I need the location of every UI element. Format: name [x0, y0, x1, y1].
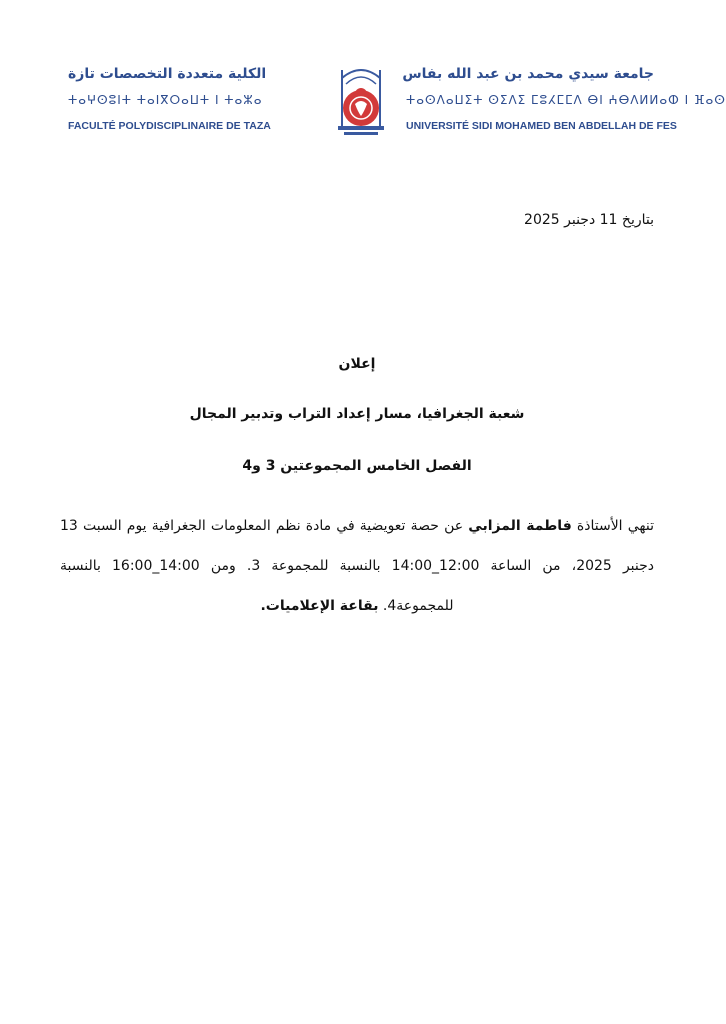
faculty-name-arabic: الكلية متعددة التخصصات تازة [68, 66, 267, 82]
university-name-arabic: جامعة سيدي محمد بن عبد الله بفاس [402, 66, 654, 82]
semester-heading: الفصل الخامس المجموعتين 3 و4 [242, 458, 472, 474]
letterhead [68, 64, 726, 142]
session-location: بقاعة الإعلاميات. [260, 598, 379, 614]
body-details: عن حصة تعويضية في مادة نظم المعلومات الجغرافية يوم السبت 13 دجنبر 2025، من الساعة 12:00_14:00 بالنسبة للمجموعة 3. ومن 14:00_16:00 بالنسبة للمجموعة4. [60, 518, 655, 614]
university-emblem-icon [328, 64, 394, 142]
university-block [402, 64, 726, 132]
document-date: بتاريخ 11 دجنبر 2025 [524, 212, 654, 228]
document-title: إعلان [338, 356, 376, 372]
faculty-name-tifinagh: ⵜⴰⵖⵙⵓⵏⵜ ⵜⴰⵏⴳⵔⴰⵡⵜ ⵏ ⵜⴰⵣⴰ [68, 93, 263, 107]
department-heading: شعبة الجغرافيا، مسار إعداد التراب وتدبير المجال [189, 406, 525, 422]
announcement-body [60, 506, 654, 626]
faculty-name-french: FACULTÉ POLYDISCIPLINAIRE DE TAZA [68, 120, 271, 132]
university-name-tifinagh: ⵜⴰⵙⴷⴰⵡⵉⵜ ⵙⵉⴷⵉ ⵎⵓⵃⵎⵎⴷ ⴱⵏ ⵄⴱⴷⵍⵍⴰⵀ ⵏ ⴼⴰⵙ [406, 93, 726, 107]
body-intro: تنهي الأستاذة [576, 518, 654, 534]
university-name-french: UNIVERSITÉ SIDI MOHAMED BEN ABDELLAH DE FES [406, 120, 677, 132]
faculty-block [68, 64, 316, 132]
teacher-name: فاطمة المزابي [468, 518, 572, 534]
